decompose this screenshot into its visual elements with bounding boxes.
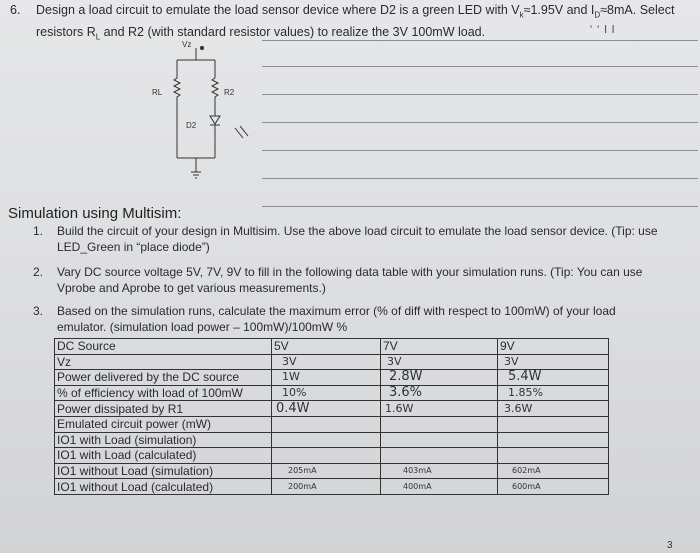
- table-row: [55, 463, 609, 479]
- value-cell[interactable]: [498, 448, 609, 464]
- value-cell[interactable]: 3.6W: [498, 401, 609, 417]
- answer-line: [262, 122, 698, 123]
- d2-diode: [210, 116, 220, 124]
- r2-label: R2: [224, 88, 235, 97]
- question-text: Design a load circuit to emulate the load sensor device where D2 is a green LED with $V_k\approx 1.95V$ and $I_D\approx 8mA$. Select resistors $R_L$ and R2 (with standard resistor values) to realize the 3V 100mW load.: [36, 3, 675, 41]
- value-cell[interactable]: [381, 448, 498, 464]
- value-cell[interactable]: [272, 448, 381, 464]
- value-cell[interactable]: 1.6W: [381, 401, 498, 417]
- answer-line: [262, 94, 698, 95]
- answer-line: [262, 40, 698, 41]
- value-cell[interactable]: [498, 432, 609, 448]
- row-label: IO1 without Load (calculated): [55, 479, 272, 495]
- value-cell[interactable]: 600mA: [498, 479, 609, 495]
- answer-line: [262, 150, 698, 151]
- value-cell[interactable]: 1.85%: [498, 385, 609, 401]
- table-row: [55, 432, 609, 448]
- value-cell[interactable]: 400mA: [381, 479, 498, 495]
- item-text: Build the circuit of your design in Multisim. Use the above load circuit to emulate the load sensor device. (Tip: use LED_Green in “place diode”): [57, 224, 658, 254]
- answer-line: [262, 66, 698, 67]
- value-cell[interactable]: [381, 432, 498, 448]
- value-cell[interactable]: 403mA: [381, 463, 498, 479]
- value-cell[interactable]: 3V: [272, 354, 381, 370]
- load-circuit-diagram: [140, 38, 260, 190]
- led-emission-icon: [235, 126, 248, 138]
- header-cell: 5V: [272, 339, 381, 355]
- row-label: Power delivered by the DC source: [55, 370, 272, 386]
- table-header-row: [55, 339, 609, 355]
- circuit-schematic: [140, 38, 260, 190]
- table-row: [55, 385, 609, 401]
- row-label: Emulated circuit power (mW): [55, 416, 272, 432]
- table-row: [55, 479, 609, 495]
- ground-icon: [191, 172, 201, 178]
- value-cell[interactable]: [381, 416, 498, 432]
- header-cell: 7V: [381, 339, 498, 355]
- rl-resistor: [174, 60, 180, 158]
- table-row: [55, 401, 609, 417]
- value-cell[interactable]: 205mA: [272, 463, 381, 479]
- value-cell[interactable]: 3V: [381, 354, 498, 370]
- vz-label: Vz: [182, 40, 192, 49]
- value-cell[interactable]: 200mA: [272, 479, 381, 495]
- rl-label: RL: [152, 88, 163, 97]
- value-cell[interactable]: 3.6%: [381, 385, 498, 401]
- margin-ticks: ' ' l l: [590, 24, 616, 36]
- table-row: [55, 448, 609, 464]
- item-number: 3.: [33, 304, 44, 318]
- item-text: Vary DC source voltage 5V, 7V, 9V to fill in the following data table with your simulation runs. (Tip: You can use Vprobe and Aprobe to get various measurements.): [57, 265, 643, 295]
- r2-resistor: [212, 60, 218, 116]
- value-cell[interactable]: 602mA: [498, 463, 609, 479]
- row-label: IO1 without Load (simulation): [55, 463, 272, 479]
- item-number: 2.: [33, 265, 44, 279]
- row-label: Vz: [55, 354, 272, 370]
- row-label: IO1 with Load (calculated): [55, 448, 272, 464]
- d2-label: D2: [186, 121, 197, 130]
- value-cell[interactable]: [272, 416, 381, 432]
- value-cell[interactable]: 0.4W: [272, 401, 381, 417]
- row-label: IO1 with Load (simulation): [55, 432, 272, 448]
- value-cell[interactable]: 2.8W: [381, 370, 498, 386]
- value-cell[interactable]: 1W: [272, 370, 381, 386]
- table-row: [55, 370, 609, 386]
- header-cell: 9V: [498, 339, 609, 355]
- answer-line: [262, 178, 698, 179]
- value-cell[interactable]: 5.4W: [498, 370, 609, 386]
- item-number: 1.: [33, 224, 44, 238]
- value-cell[interactable]: [272, 432, 381, 448]
- table-row: [55, 354, 609, 370]
- value-cell[interactable]: 10%: [272, 385, 381, 401]
- page-number: 3: [667, 540, 673, 551]
- answer-line: [262, 206, 698, 207]
- simulation-data-table: [54, 338, 609, 495]
- row-label: % of efficiency with load of 100mW: [55, 385, 272, 401]
- value-cell[interactable]: [498, 416, 609, 432]
- item-text: Based on the simulation runs, calculate the maximum error (% of diff with respect to 100mW) of your load emulator. (simulation load power – 100mW)/100mW %: [57, 304, 616, 334]
- vz-node: [200, 46, 203, 49]
- row-label: Power dissipated by R1: [55, 401, 272, 417]
- header-cell: DC Source: [55, 339, 272, 355]
- question-number: 6.: [10, 3, 21, 17]
- table-row: [55, 416, 609, 432]
- value-cell[interactable]: 3V: [498, 354, 609, 370]
- simulation-heading: Simulation using Multisim:: [8, 205, 182, 222]
